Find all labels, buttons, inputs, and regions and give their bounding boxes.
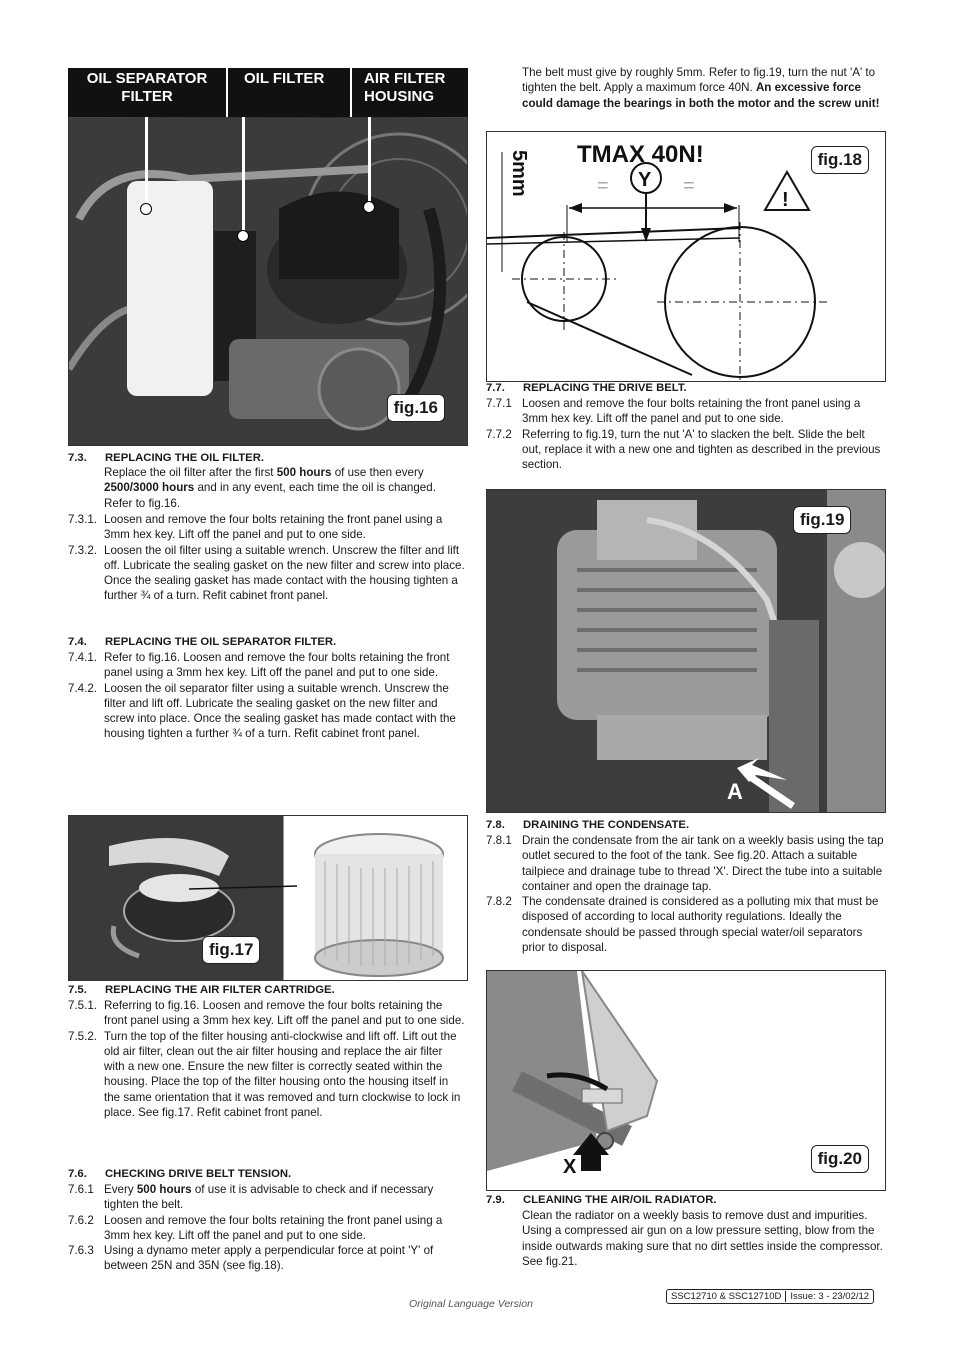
fig17-photo	[68, 815, 468, 981]
item-number: 7.8.2	[486, 895, 512, 909]
section-7-9-body: Clean the radiator on a weekly basis to remove dust and impurities. Using a compressed air gun on a low pressure setting, blow from the inside outwards making sure that no dirt settles inside the compressor. See fig.21.	[522, 1209, 883, 1268]
fig16-callout-bar	[68, 68, 468, 117]
item-text: Referring to fig.16. Loosen and remove the four bolts retaining the front panel using a 3mm hex key. Lift off the panel and put to one side.	[104, 999, 465, 1028]
fig20-label: fig.20	[811, 1145, 869, 1173]
item-number: 7.4.2.	[68, 681, 98, 695]
section-7-8-list	[486, 833, 884, 955]
belt-intro-text: The belt must give by roughly 5mm. Refer to fig.19, turn the nut 'A' to tighten the belt. Apply a maximum force 40N.	[522, 66, 876, 95]
section-7-3-title: REPLACING THE OIL FILTER.	[105, 452, 264, 464]
list-item	[68, 1243, 466, 1274]
fig17-illustration	[69, 816, 468, 981]
item-text: Loosen and remove the four bolts retaining the front panel using a 3mm hex key. Lift off the panel and put to one side.	[104, 1213, 443, 1242]
item-text: Turn the top of the filter housing anti-clockwise and lift off. Lift out the old air filter, clean out the air filter housing and replace the air filter with a new one. Ensure the new filter is correctly seated within the housing. Place the top of the filter housing onto the housing itself in the same orientation that it was removed and turn clockwise to lock in place. See fig.17. Refit cabinet front panel.	[104, 1029, 461, 1120]
belt-warning: An excessive force could damage the bearings in both the motor and the screw unit!	[522, 81, 880, 110]
list-item	[68, 1029, 466, 1121]
callout-air-filter-housing	[354, 68, 454, 117]
fig19-point-a: A	[727, 779, 743, 804]
item-text: Loosen and remove the four bolts retaining the front panel using a 3mm hex key. Lift off the panel and put to one side.	[522, 397, 861, 426]
intro-hours: 500 hours	[276, 466, 332, 479]
fig19-illustration	[487, 490, 886, 813]
fig19-label: fig.19	[793, 506, 851, 534]
item-number: 7.5.2.	[68, 1029, 98, 1043]
item-text: Drain the condensate from the air tank on a weekly basis using the tap outlet secured to the foot of the tank. See fig.20. Attach a suitable tailpiece and drainage tube to thread 'X'. Direct the tube into a suitable container and open the drainage tap.	[522, 834, 884, 893]
item-text: Loosen the oil separator filter using a suitable wrench. Unscrew the filter and lift off. Lubricate the sealing gasket on the new filter and screw into place. Once the sealing gasket has made contact with the housing tighten a further ¾ of a turn. Refit cabinet front panel.	[104, 681, 456, 741]
fig16-illustration	[69, 69, 468, 446]
section-7-5-number: 7.5.	[68, 984, 87, 996]
list-item	[486, 894, 884, 955]
fig18-label: fig.18	[811, 146, 869, 174]
pointer-oil-separator-dot	[140, 203, 152, 215]
section-7-7-heading	[486, 381, 687, 396]
section-7-3-list	[68, 512, 466, 604]
section-7-4-heading	[68, 635, 336, 650]
callout-oil-filter-text: OIL FILTER	[244, 70, 325, 87]
section-7-6-heading	[68, 1167, 291, 1182]
footer-language: Original Language Version	[409, 1298, 533, 1310]
intro-text: Replace the oil filter after the first	[104, 466, 277, 479]
list-item	[68, 998, 466, 1029]
section-7-5-heading	[68, 983, 335, 998]
fig18-tmax-text: TMAX 40N!	[577, 141, 704, 168]
item-number: 7.6.1	[68, 1183, 94, 1196]
fig16-photo	[68, 68, 468, 446]
item-number: 7.6.2	[68, 1213, 94, 1227]
item-text: Referring to fig.19, turn the nut 'A' to slacken the belt. Slide the belt out, replace it with a new one and tighten as described in the previous section.	[522, 427, 881, 472]
footer-model: SSC12710 & SSC12710D	[671, 1291, 782, 1302]
list-item	[68, 512, 466, 543]
list-item	[486, 396, 884, 427]
pointer-air-filter	[368, 117, 371, 205]
section-7-9-number: 7.9.	[486, 1194, 505, 1206]
item-number: 7.5.1.	[68, 999, 98, 1012]
list-item	[486, 833, 884, 894]
item-number: 7.8.1	[486, 834, 512, 847]
section-7-4-number: 7.4.	[68, 636, 87, 648]
item-text: Loosen and remove the four bolts retaining the front panel using a 3mm hex key. Lift off the panel and put to one side.	[104, 513, 443, 542]
fig18-diagram	[486, 131, 886, 382]
intro-text: of use then every	[331, 466, 424, 479]
item-text: of use it is advisable to check and if necessary tighten the belt.	[104, 1183, 434, 1212]
section-7-3-number: 7.3.	[68, 452, 87, 464]
list-item	[68, 1213, 466, 1244]
section-7-6-list	[68, 1182, 466, 1274]
pointer-oil-separator	[145, 117, 148, 207]
svg-text:!: !	[782, 189, 789, 211]
item-number: 7.7.2	[486, 427, 512, 441]
section-7-7-list	[486, 396, 884, 472]
list-item	[486, 427, 884, 473]
callout-oil-filter	[230, 68, 352, 117]
section-7-9-heading	[486, 1193, 717, 1208]
fig18-5mm-text: 5mm	[508, 150, 530, 197]
section-7-7-number: 7.7.	[486, 382, 505, 394]
section-7-5-list	[68, 998, 466, 1120]
item-number: 7.4.1.	[68, 651, 98, 664]
footer-issue: Issue: 3 - 23/02/12	[785, 1291, 869, 1302]
fig20-photo	[486, 970, 886, 1191]
item-text: The condensate drained is considered as a polluting mix that must be disposed of according to local authority regulations. Ideally the condensate should be passed through special water/oil separators prior to disposal.	[522, 895, 879, 955]
callout-oil-separator-filter-text: OIL SEPARATOR FILTER	[86, 70, 208, 105]
section-7-5-title: REPLACING THE AIR FILTER CARTRIDGE.	[105, 984, 335, 996]
item-text: Every	[104, 1183, 137, 1196]
pointer-oil-filter	[242, 117, 245, 234]
intro-hours: 2500/3000 hours	[104, 481, 195, 495]
intro-text: and in any event, each time the oil is changed. Refer to fig.16.	[104, 481, 436, 510]
list-item	[68, 681, 466, 742]
fig19-photo	[486, 489, 886, 813]
item-number: 7.7.1	[486, 397, 512, 410]
section-7-3-intro	[104, 465, 466, 511]
callout-oil-separator-filter	[68, 68, 228, 117]
callout-air-filter-housing-text: AIR FILTER HOUSING	[364, 70, 446, 105]
footer-model-issue	[666, 1289, 874, 1304]
section-7-8-heading	[486, 818, 689, 833]
item-number: 7.3.2.	[68, 543, 98, 557]
section-7-3-heading	[68, 451, 264, 466]
item-text: Using a dynamo meter apply a perpendicular force at point 'Y' of between 25N and 35N (see fig.18).	[104, 1244, 434, 1273]
item-hours: 500 hours	[136, 1183, 192, 1196]
item-text: Loosen the oil filter using a suitable wrench. Unscrew the filter and lift off. Lubricate the sealing gasket on the new filter and screw into place. Once the sealing gasket has made contact with the housing tighten a further ¾ of a turn. Refit cabinet front panel.	[104, 543, 465, 603]
section-7-8-number: 7.8.	[486, 819, 505, 831]
belt-intro	[522, 65, 884, 111]
section-7-4-title: REPLACING THE OIL SEPARATOR FILTER.	[105, 636, 337, 648]
item-number: 7.3.1.	[68, 513, 98, 526]
section-7-8-title: DRAINING THE CONDENSATE.	[523, 819, 690, 831]
list-item	[68, 1182, 466, 1213]
section-7-4-list	[68, 650, 466, 742]
list-item	[68, 543, 466, 604]
section-7-9-title: CLEANING THE AIR/OIL RADIATOR.	[523, 1194, 717, 1206]
fig20-point-x: X	[563, 1156, 577, 1178]
item-number: 7.6.3	[68, 1244, 94, 1258]
fig18-equal-left: =	[597, 175, 609, 197]
fig18-y-label: Y	[638, 169, 652, 191]
section-7-6-title: CHECKING DRIVE BELT TENSION.	[105, 1168, 292, 1180]
list-item	[68, 650, 466, 681]
section-7-6-number: 7.6.	[68, 1168, 87, 1180]
fig18-equal-right: =	[683, 175, 695, 197]
fig16-label: fig.16	[387, 394, 445, 422]
pointer-oil-filter-dot	[237, 230, 249, 242]
pointer-air-filter-dot	[363, 201, 375, 213]
section-7-7-title: REPLACING THE DRIVE BELT.	[523, 382, 687, 394]
fig17-label: fig.17	[202, 936, 260, 964]
item-text: Refer to fig.16. Loosen and remove the four bolts retaining the front panel using a 3mm hex key. Lift off the panel and put to one side.	[104, 651, 450, 680]
